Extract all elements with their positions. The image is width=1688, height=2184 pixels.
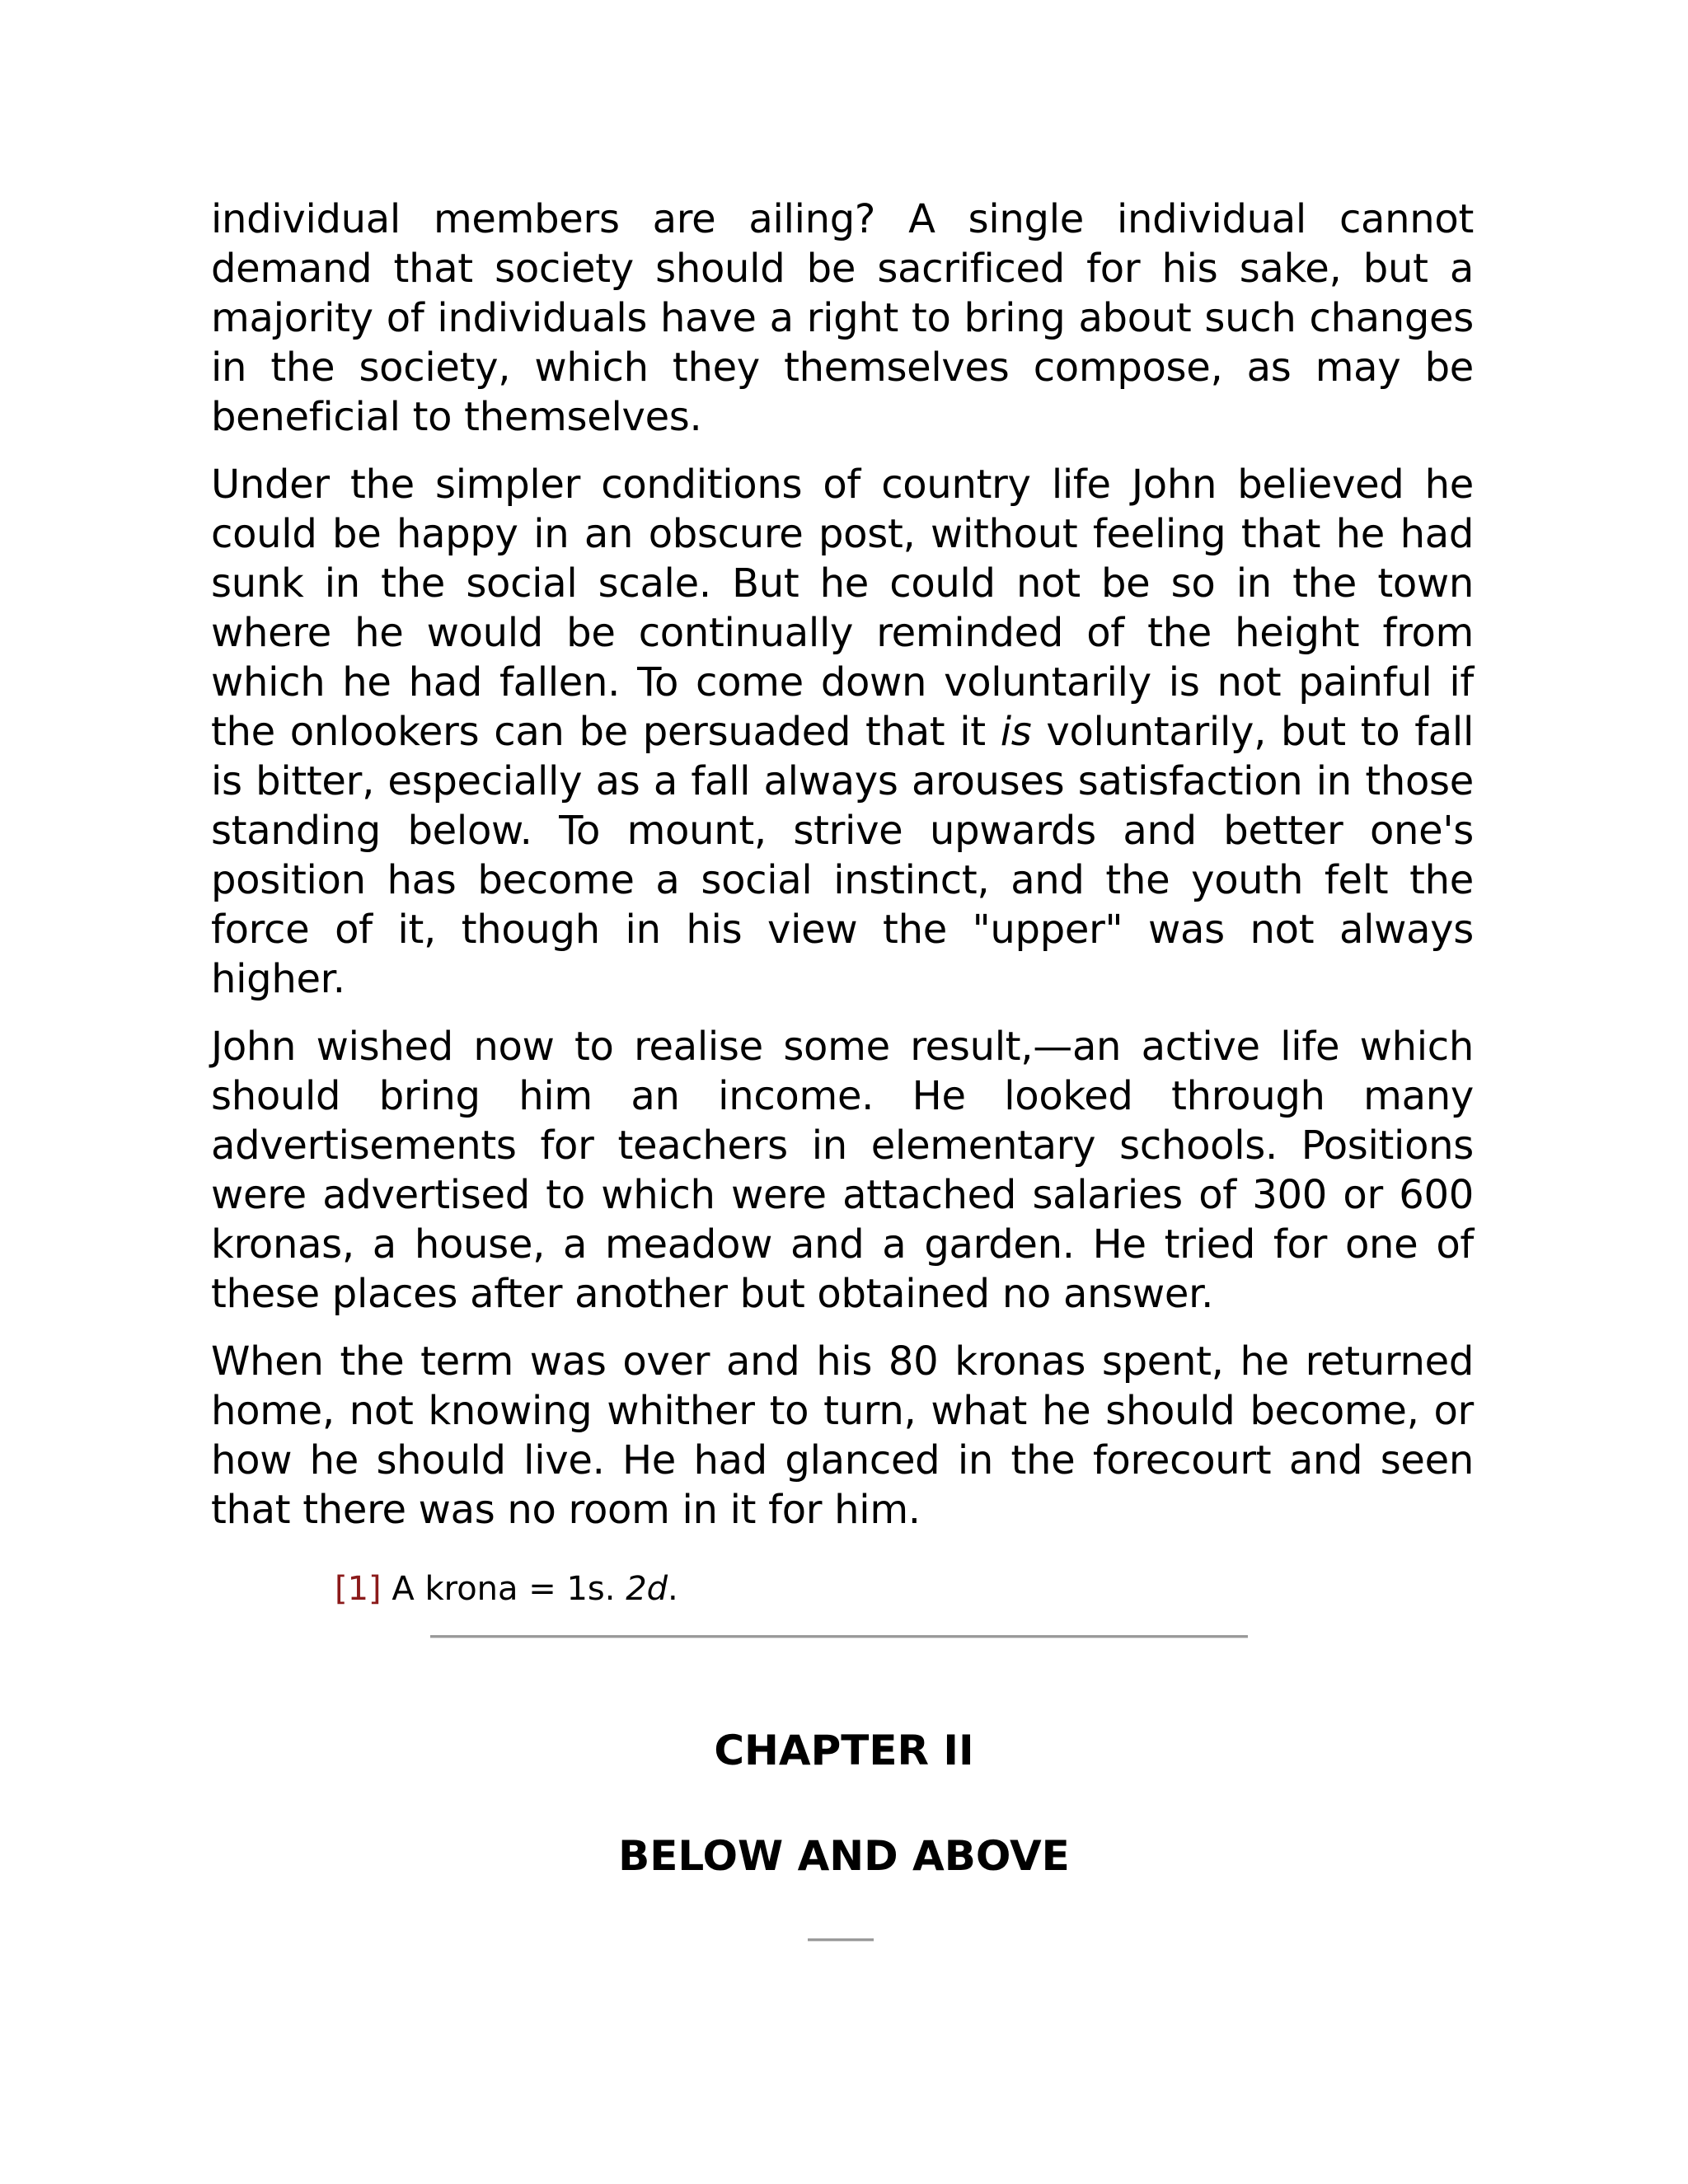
- footnote-end: .: [668, 1570, 678, 1608]
- chapter-title: CHAPTER II: [714, 1727, 974, 1774]
- paragraph-4: When the term was over and his 80 kronas spent, he returned home, not knowing whither to turn, what he should become, or how he should live. He had glanced in the forecourt and seen that there was no room in it for him.: [211, 1338, 1474, 1533]
- paragraph-2-text-start: Under the simpler conditions of country life John believed he could be happy in an obscure post, without feeling that he had sunk in the social scale. But he could not be so in the town where he would be continually reminded of the height from which he had fallen. To come down voluntarily is not painful if the onlookers can be persuaded that it: [211, 462, 1474, 755]
- short-divider: [808, 1938, 874, 1942]
- paragraph-2: [211, 460, 1474, 1004]
- paragraph-1: individual members are ailing? A single individual cannot demand that society should be sacrificed for his sake, but a majority of individuals have a right to bring about such changes in the society, which they themselves compose, as may be beneficial to themselves.: [211, 196, 1474, 440]
- chapter-subtitle: BELOW AND ABOVE: [618, 1832, 1070, 1880]
- footnote-text: A krona = 1s.: [381, 1570, 626, 1608]
- paragraph-2-emphasis: is: [1000, 709, 1032, 755]
- page-body: [211, 194, 1474, 1610]
- footnote: [335, 1568, 1474, 1610]
- paragraph-3: John wished now to realise some result,—an active life which should bring him an income. He looked through many advertisements for teachers in elementary schools. Positions were advertised to which were attached salaries of 300 or 600 kronas, a house, a meadow and a garden. He tried for one of these places after another but obtained no answer.: [211, 1024, 1474, 1317]
- footnote-marker-link[interactable]: [1]: [335, 1570, 382, 1608]
- section-divider: [430, 1635, 1248, 1638]
- footnote-emphasis: 2d: [626, 1570, 668, 1608]
- paragraph-2-text-end: voluntarily, but to fall is bitter, especially as a fall always arouses satisfaction in those standing below. To mount, strive upwards and better one's position has become a social instinct, and the youth felt the force of it, though in his view the "upper" was not always higher.: [211, 709, 1474, 1002]
